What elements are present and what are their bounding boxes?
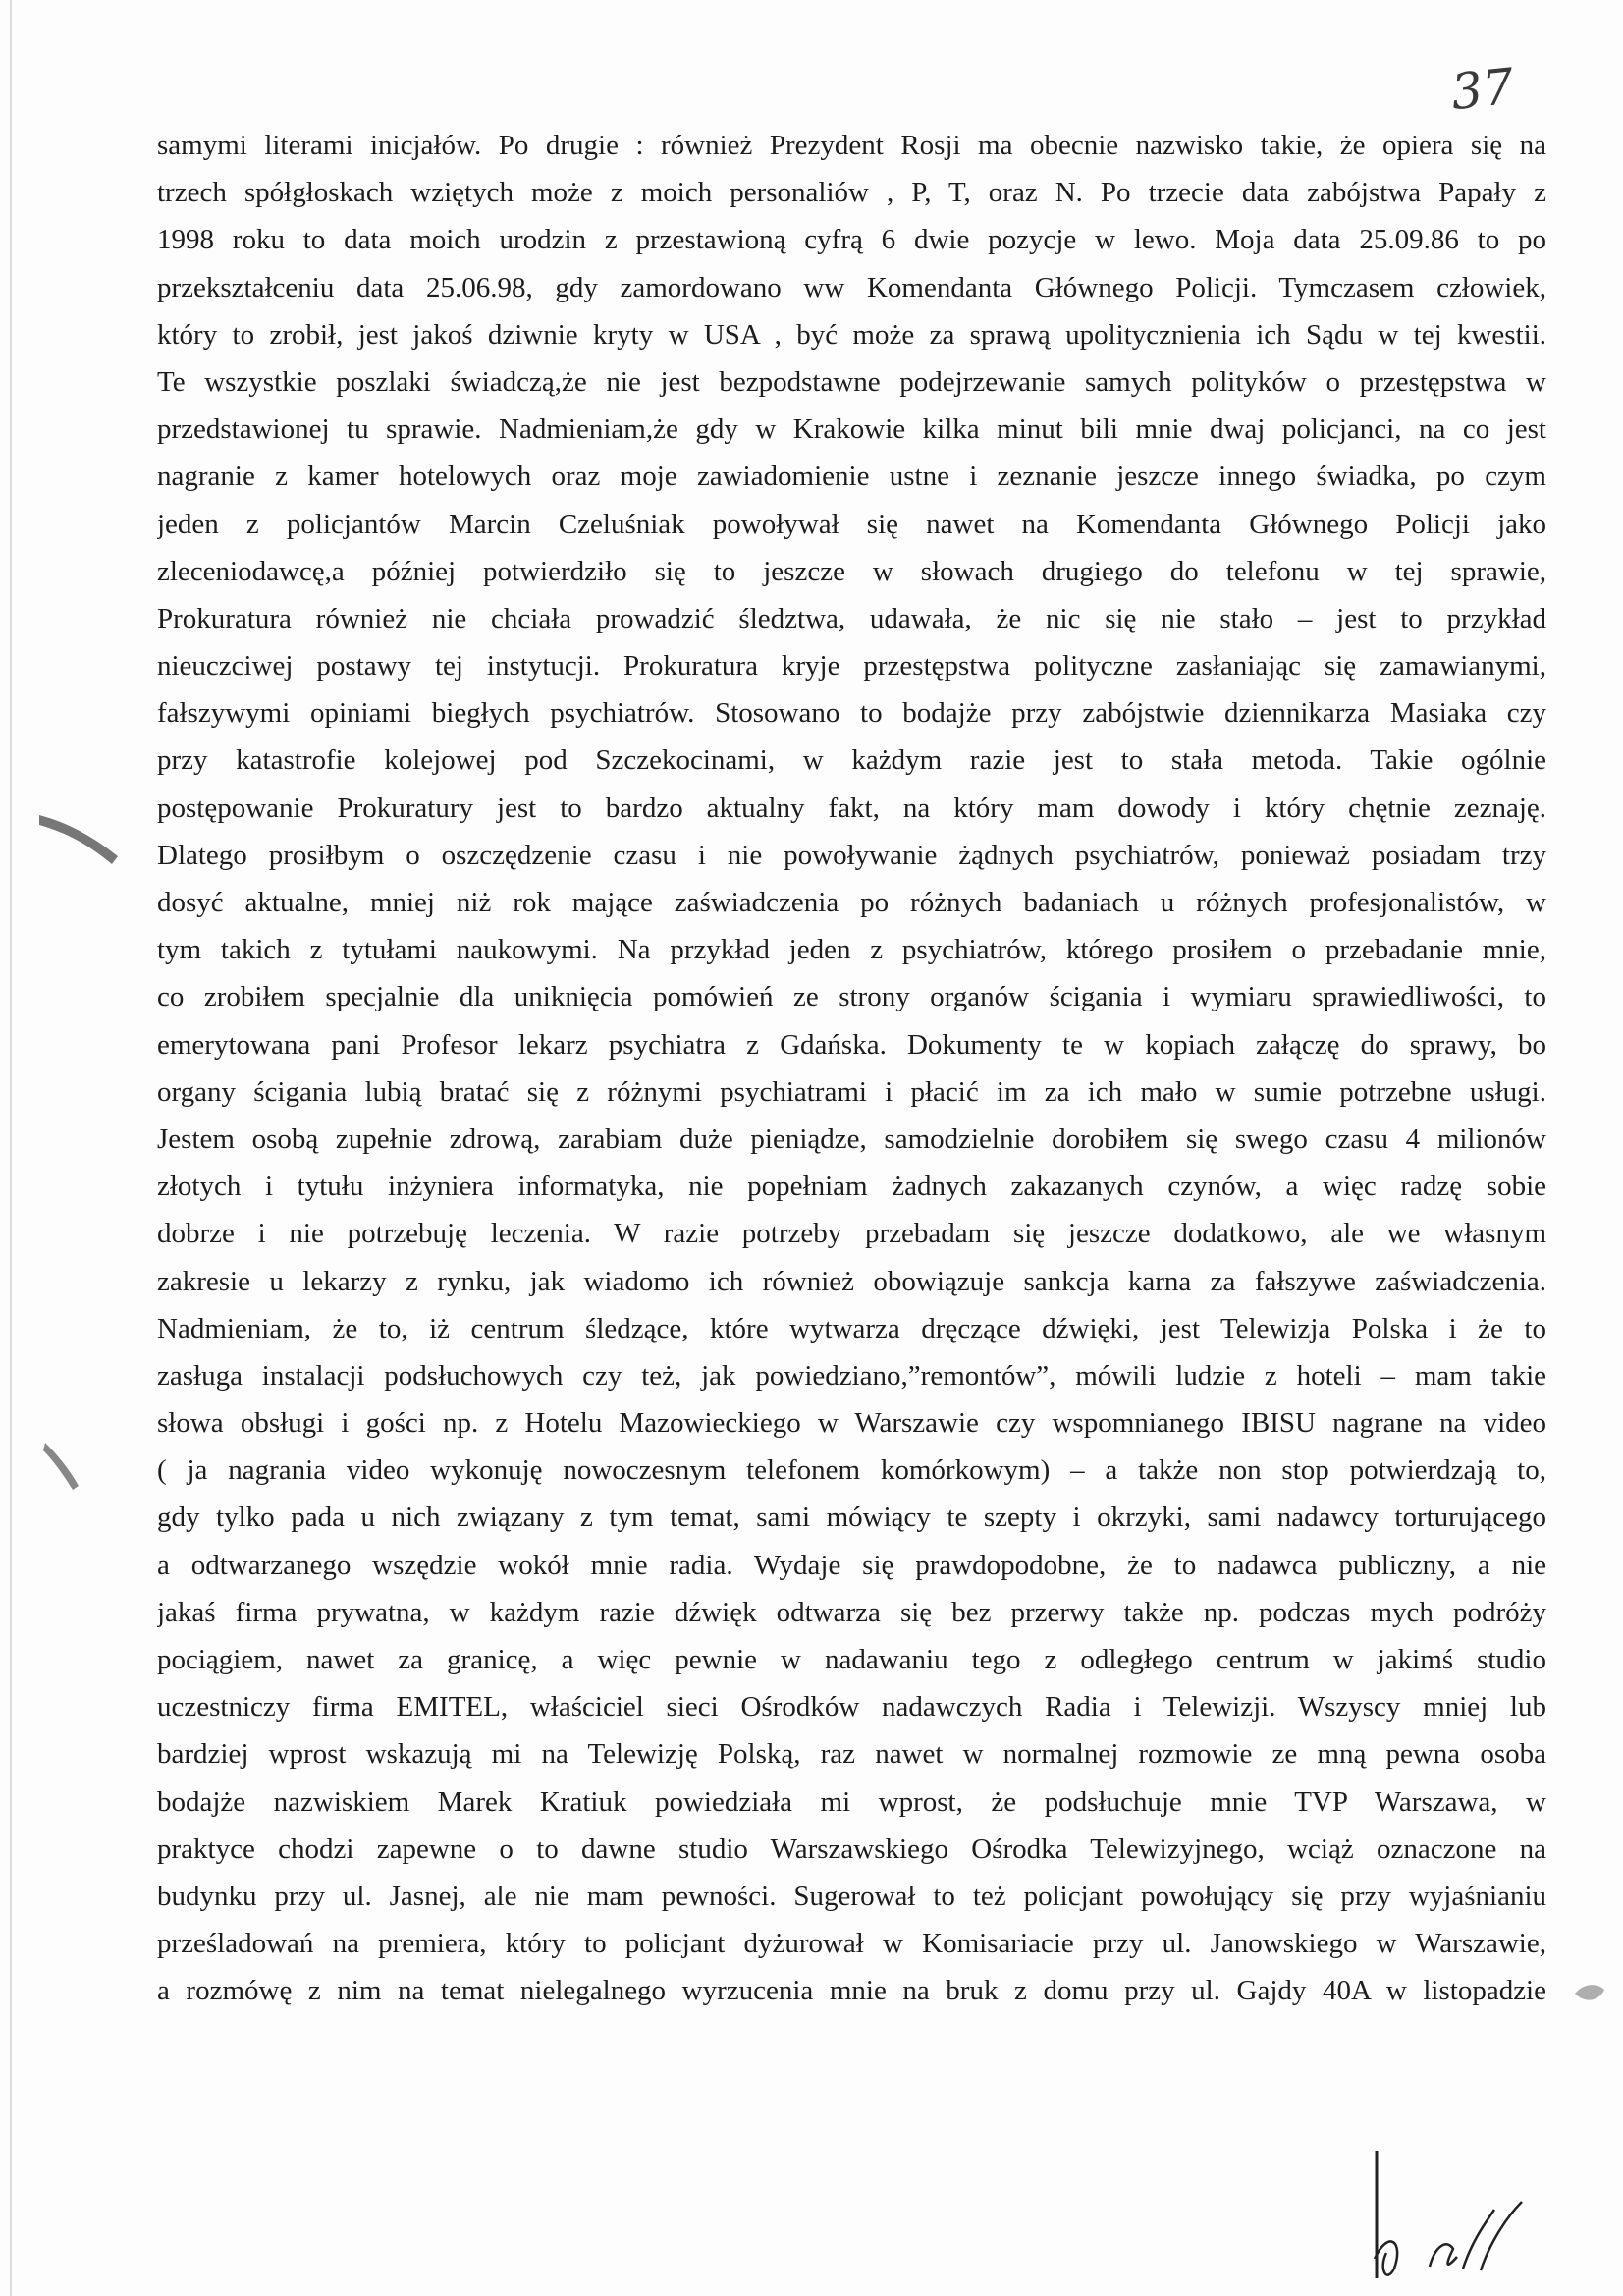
text-line: pociągiem, nawet za granicę, a więc pewnie w nadawaniu tego z odległego centrum w jakimś studio (157, 1644, 1546, 1675)
text-line: samymi literami inicjałów. Po drugie : również Prezydent Rosji ma obecnie nazwisko takie, że opiera się na (157, 130, 1546, 161)
text-line: Te wszystkie poszlaki świadczą,że nie jest bezpodstawne podejrzewanie samych polityków o przestępstwa w (157, 365, 1546, 398)
text-line: tym takich z tytułami naukowymi. Na przykład jeden z psychiatrów, którego prosiłem o przebadanie mnie, (157, 934, 1546, 966)
text-line: nagranie z kamer hotelowych oraz moje zawiadomienie ustne i zeznanie jeszcze innego świadka, po czym (157, 461, 1546, 493)
text-line: a rozmówę z nim na temat nielegalnego wyrzucenia mnie na bruk z domu przy ul. Gajdy 40A w listopadzie (157, 1975, 1546, 2007)
text-line: Prokuratura również nie chciała prowadzić śledztwa, udawała, że nic się nie stało – jest to przykład (157, 602, 1546, 634)
document-body (157, 122, 1546, 2015)
text-line: postępowanie Prokuratury jest to bardzo aktualny fakt, na który mam dowody i który chętnie zeznaję. (157, 792, 1546, 824)
text-line: zakresie u lekarzy z rynku, jak wiadomo ich również obowiązuje sankcja karna za fałszywe zaświadczenia. (157, 1265, 1546, 1297)
text-line: bodajże nazwiskiem Marek Kratiuk powiedziała mi wprost, że podsłuchuje mnie TVP Warszawa, w (157, 1785, 1546, 1818)
text-line: organy ścigania lubią bratać się z różnymi psychiatrami i płacić im za ich mało w sumie potrzebne usługi. (157, 1075, 1546, 1108)
text-line: bardziej wprost wskazują mi na Telewizję Polską, raz nawet w normalnej rozmowie ze mną pewna osoba (157, 1738, 1546, 1771)
scan-smudge-mark (39, 805, 128, 874)
text-line: 1998 roku to data moich urodzin z przestawioną cyfrą 6 dwie pozycje w lewo. Moja data 25.09.86 to po (157, 224, 1546, 256)
text-line: zasługa instalacji podsłuchowych czy też, jak powiedziano,”remontów”, mówili ludzie z hoteli – mam takie (157, 1359, 1546, 1392)
text-line: praktyce chodzi zapewne o to dawne studio Warszawskiego Ośrodka Telewizyjnego, wciąż oznaczone na (157, 1832, 1546, 1865)
text-line: Nadmieniam, że to, iż centrum śledzące, które wytwarza dręczące dźwięki, jest Telewizja Polska i że to (157, 1312, 1546, 1344)
text-line: gdy tylko pada u nich związany z tym temat, sami mówiący te szepty i okrzyki, sami nadawcy torturującego (157, 1502, 1546, 1534)
scan-smudge-mark (1571, 1976, 1610, 2011)
text-line: słowa obsługi i gości np. z Hotelu Mazowieckiego w Warszawie czy wspomnianego IBISU nagrane na video (157, 1407, 1546, 1440)
text-line: nieuczciwej postawy tej instytucji. Prokuratura kryje przestępstwa polityczne zasłaniając się zamawianymi, (157, 650, 1546, 683)
text-line: fałszywymi opiniami biegłych psychiatrów. Stosowano to bodajże przy zabójstwie dziennikarza Masiaka czy (157, 697, 1546, 730)
text-line: emerytowana pani Profesor lekarz psychiatra z Gdańska. Dokumenty te w kopiach załączę do sprawy, bo (157, 1028, 1546, 1061)
text-line: Jestem osobą zupełnie zdrową, zarabiam duże pieniądze, samodzielnie dorobiłem się swego czasu 4 milionów (157, 1122, 1546, 1155)
text-line: Dlatego prosiłbym o oszczędzenie czasu i nie powoływanie żądnych psychiatrów, ponieważ posiadam trzy (157, 839, 1546, 871)
text-line: przekształceniu data 25.06.98, gdy zamordowano ww Komendanta Głównego Policji. Tymczasem człowiek, (157, 271, 1546, 303)
handwritten-signature (1365, 2151, 1551, 2288)
text-line: prześladowań na premiera, który to policjant dyżurował w Komisariacie przy ul. Janowskiego w Warszawie, (157, 1928, 1546, 1960)
scan-smudge-mark (43, 1439, 92, 1498)
text-line: zleceniodawcę,a później potwierdziło się to jeszcze w słowach drugiego do telefonu w tej sprawie, (157, 555, 1546, 587)
text-line: dobrze i nie potrzebuję leczenia. W razie potrzeby przebadam się jeszcze dodatkowo, ale we własnym (157, 1218, 1546, 1250)
text-line: co zrobiłem specjalnie dla uniknięcia pomówień ze strony organów ścigania i wymiaru sprawiedliwości, to (157, 981, 1546, 1013)
handwritten-page-number: 37 (1448, 57, 1517, 122)
text-line: uczestniczy firma EMITEL, właściciel sieci Ośrodków nadawczych Radia i Telewizji. Wszyscy mniej lub (157, 1691, 1546, 1723)
text-line: który to zrobił, jest jakoś dziwnie kryty w USA , być może za sprawą upolitycznienia ich Sądu w tej kwestii. (157, 318, 1546, 351)
text-line: trzech spółgłoskach wziętych może z moich personaliów , P, T, oraz N. Po trzecie data zabójstwa Papały z (157, 177, 1546, 209)
text-line: przy katastrofie kolejowej pod Szczekocinami, w każdym razie jest to stała metoda. Takie ogólnie (157, 744, 1546, 777)
text-line: ( ja nagrania video wykonuję nowoczesnym telefonem komórkowym) – a także non stop potwierdzają to, (157, 1454, 1546, 1487)
scan-edge-line (10, 0, 12, 2296)
text-line: przedstawionej tu sprawie. Nadmieniam,że gdy w Krakowie kilka minut bili mnie dwaj policjanci, na co jest (157, 413, 1546, 446)
text-line: jakaś firma prywatna, w każdym razie dźwięk odtwarza się bez przerwy także np. podczas mych podróży (157, 1596, 1546, 1628)
text-line: a odtwarzanego wszędzie wokół mnie radia. Wydaje się prawdopodobne, że to nadawca publiczny, a nie (157, 1549, 1546, 1581)
text-line: jeden z policjantów Marcin Czeluśniak powoływał się nawet na Komendanta Głównego Policji jako (157, 508, 1546, 540)
text-line: dosyć aktualne, mniej niż rok mające zaświadczenia po różnych badaniach u różnych profesjonalistów, w (157, 887, 1546, 918)
text-line: budynku przy ul. Jasnej, ale nie mam pewności. Sugerował to też policjant powołujący się przy wyjaśnianiu (157, 1880, 1546, 1912)
text-line: złotych i tytułu inżyniera informatyka, nie popełniam żadnych zakazanych czynów, a więc radzę sobie (157, 1171, 1546, 1203)
